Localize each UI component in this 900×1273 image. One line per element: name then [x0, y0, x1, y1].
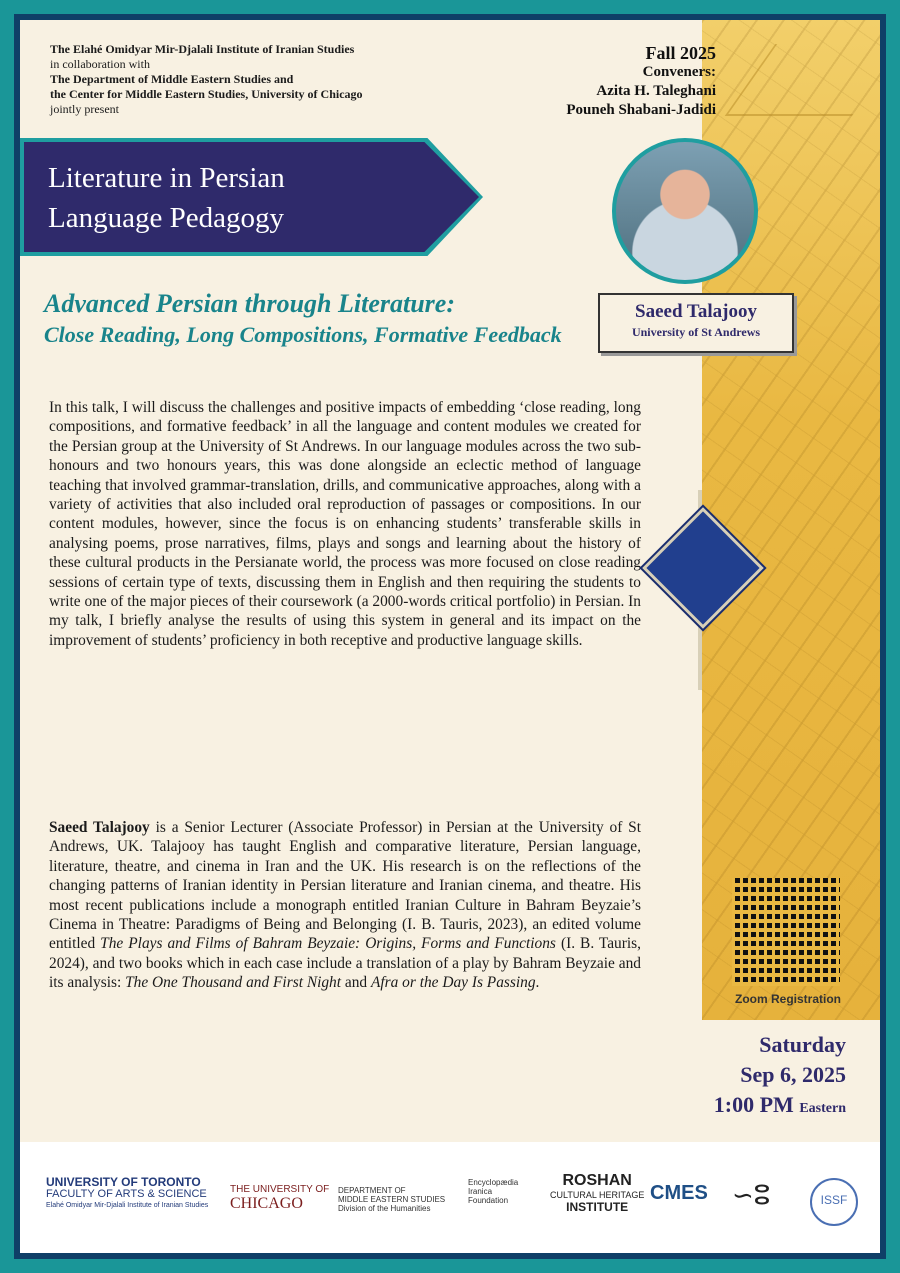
- speaker-name: Saeed Talajooy: [635, 301, 757, 322]
- uoft-logo: [46, 1176, 216, 1212]
- presenter-institute: The Elahé Omidyar Mir-Djalali Institute of Iranian Studies: [50, 42, 355, 56]
- talk-title: [44, 288, 562, 350]
- sponsor-logos: [20, 1142, 880, 1253]
- uc-dept-line: MIDDLE EASTERN STUDIES: [338, 1195, 446, 1204]
- event-time: 1:00 PM: [713, 1092, 794, 1117]
- bio-text: and: [341, 974, 371, 992]
- ei-line: Iranica: [468, 1187, 493, 1196]
- roshan-line: INSTITUTE: [566, 1200, 629, 1214]
- bio-text: (I. B. Tauris, 2024), and two books which in each case include a translation of a play by Bahram Beyzaie and its analysis:: [49, 935, 641, 992]
- speaker-name-tag: [598, 293, 794, 353]
- conveners: [566, 44, 716, 120]
- event-datetime: [714, 1030, 846, 1124]
- uoft-faculty: FACULTY OF ARTS & SCIENCE: [46, 1188, 207, 1200]
- uoft-institute: Elahé Omidyar Mir-Djalali Institute of Iranian Studies: [46, 1202, 209, 1209]
- series-title-line: Literature in Persian: [48, 162, 285, 194]
- uc-dept-line: Division of the Humanities: [338, 1204, 431, 1213]
- season: Fall 2025: [645, 43, 716, 63]
- event-day: Saturday: [759, 1032, 846, 1057]
- speaker-affiliation: University of St Andrews: [631, 325, 761, 339]
- convener-name: Pouneh Shabani-Jadidi: [566, 102, 716, 118]
- uoft-name: UNIVERSITY OF TORONTO: [46, 1175, 201, 1189]
- uc-line: THE UNIVERSITY OF: [230, 1184, 330, 1195]
- speaker-bio: [49, 818, 641, 993]
- series-title-line: Language Pedagogy: [48, 202, 284, 234]
- talk-title-line2: Close Reading, Long Compositions, Formative Feedback: [44, 322, 562, 347]
- presenter-collab: in collaboration with: [50, 57, 150, 71]
- uc-chicago: CHICAGO: [230, 1195, 303, 1212]
- convener-name: Azita H. Taleghani: [596, 83, 716, 99]
- calligraphy-logo: ∽ⵓ: [732, 1180, 771, 1210]
- presenter-center: the Center for Middle Eastern Studies, University of Chicago: [50, 87, 363, 101]
- talk-title-line1: Advanced Persian through Literature:: [44, 289, 455, 318]
- speaker-photo: [612, 138, 758, 284]
- bio-book-title: The One Thousand and First Night: [125, 974, 342, 992]
- presenters: [50, 42, 470, 117]
- presenter-department: The Department of Middle Eastern Studies and: [50, 72, 294, 86]
- issf-logo: ISSF: [810, 1178, 858, 1226]
- roshan-line: CULTURAL HERITAGE: [550, 1190, 645, 1200]
- presenter-jointly: jointly present: [50, 102, 119, 116]
- uchicago-dept-logo: [338, 1186, 445, 1213]
- roshan-logo: [550, 1172, 644, 1214]
- ei-line: Encyclopædia: [468, 1178, 519, 1187]
- roshan-name: ROSHAN: [562, 1172, 632, 1189]
- bio-text: .: [535, 974, 540, 992]
- bio-book-title: The Plays and Films of Bahram Beyzaie: Origins, Forms and Functions: [100, 935, 556, 953]
- ei-line: Foundation: [468, 1196, 509, 1205]
- qr-label: Zoom Registration: [734, 992, 841, 1006]
- event-time-row: [714, 1090, 846, 1124]
- iranica-logo: [468, 1178, 528, 1205]
- bio-book-title: Afra or the Day Is Passing: [370, 974, 536, 992]
- uchicago-logo: [230, 1184, 329, 1213]
- event-timezone: Eastern: [799, 1101, 846, 1116]
- bio-text: is a Senior Lecturer (Associate Professor) in Persian at the University of St Andrews, UK. Talajooy has taught English and comparative literature, Persian language, literature, theatre, and cinema in Iran and the UK. His research is on the reflections of the changing patterns of Iranian identity in Persian literature and Iranian cinema, and theatre. His most recent publications include a monograph entitled Iranian Culture in Bahram Beyzaie’s Cinema in Theatre: Paradigms of Being and Belonging (I. B. Tauris, 2023), an edited volume entitled: [49, 819, 641, 953]
- bio-name: Saeed Talajooy: [49, 819, 150, 836]
- zoom-registration-qr-code[interactable]: [732, 878, 840, 986]
- series-title: [48, 158, 285, 238]
- cmes-logo: CMES: [650, 1182, 708, 1204]
- poster: [20, 20, 880, 1253]
- uc-dept-line: DEPARTMENT OF: [338, 1186, 406, 1195]
- conveners-label: Conveners:: [642, 64, 716, 80]
- abstract: In this talk, I will discuss the challenges and positive impacts of embedding ‘close reading, long compositions, and formative feedback’ in all the language and content modules we created for the Persian group at the University of St Andrews. In our language modules across the two sub-honours and two honours years, this was done alongside an eclectic method of language teaching that involved grammar-translation, drills, and communicative approaches, along with a variety of activities that also included oral reproduction of passages or compositions. In our content modules, however, since the focus is on enhancing students’ transferable skills in analysing poems, prose narratives, films, plays and songs and learning about the history of these cultural products in the Persianate world, the process was more focused on close reading sessions of certain type of texts, discussing them in English and then requiring the students to write one of the major pieces of their coursework (a 2000-words critical portfolio) in Persian. In my talk, I briefly analyse the results of using this system in general and its impact on the improvement of students’ proficiency in both receptive and productive language skills.: [49, 399, 641, 649]
- event-date: Sep 6, 2025: [740, 1062, 846, 1087]
